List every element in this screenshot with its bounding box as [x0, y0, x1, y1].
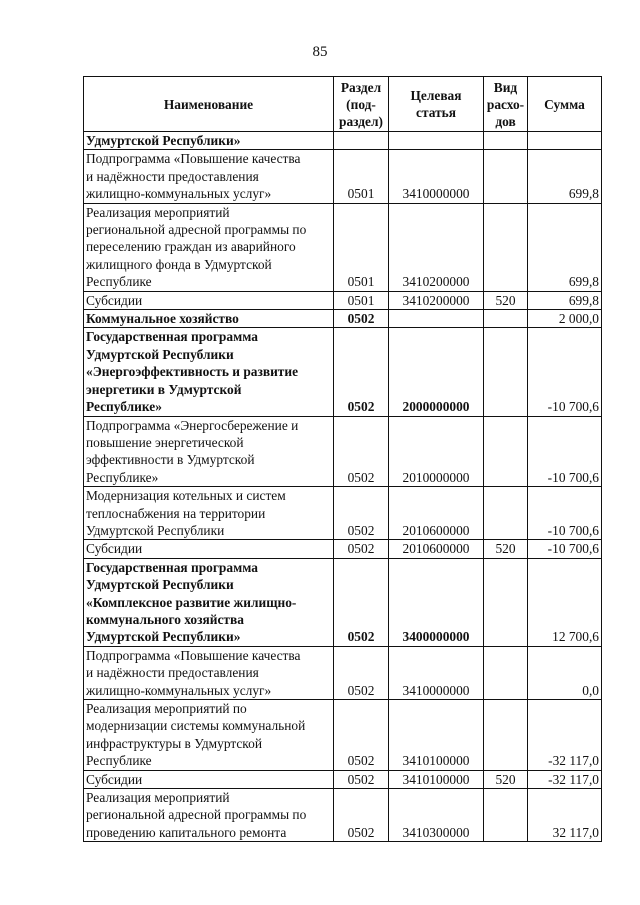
cell-sum [528, 770, 602, 788]
page-number: 85 [312, 44, 328, 60]
cell-name [84, 540, 334, 558]
cell-target [389, 203, 484, 291]
cell-target [389, 132, 484, 150]
table-header-row [84, 77, 602, 132]
cell-section-text: 0502 [347, 771, 375, 787]
cell-kind-text: 520 [495, 541, 516, 557]
cell-kind [484, 310, 528, 328]
cell-sum-text: -10 700,6 [547, 469, 599, 485]
cell-sum-text: -10 700,6 [547, 399, 599, 415]
cell-section-text: 0502 [347, 469, 375, 485]
cell-target-text: 3410300000 [402, 824, 470, 840]
cell-target-text: 3410000000 [402, 682, 470, 698]
cell-kind [484, 770, 528, 788]
cell-sum-text: 12 700,6 [552, 629, 599, 645]
cell-kind [484, 646, 528, 699]
cell-section [334, 789, 389, 842]
cell-name-text: Реализация мероприятий по модернизации системы коммунальной инфраструктуры в Удмуртской Республике [86, 701, 306, 769]
cell-sum [528, 487, 602, 540]
cell-name [84, 203, 334, 291]
cell-target-text: 2010600000 [402, 541, 470, 557]
cell-section [334, 291, 389, 309]
cell-section [334, 646, 389, 699]
cell-sum-text: 32 117,0 [552, 824, 599, 840]
cell-sum-text: 699,8 [568, 292, 599, 308]
header-kind: Вид расхо-дов [484, 77, 528, 132]
cell-sum-text: -10 700,6 [547, 541, 599, 557]
cell-section [334, 132, 389, 150]
cell-section-text: 0501 [347, 186, 375, 202]
cell-target [389, 770, 484, 788]
cell-section-text: 0502 [347, 824, 375, 840]
cell-name-text: Подпрограмма «Повышение качества и надёжности предоставления жилищно-коммунальных услуг» [86, 151, 301, 202]
cell-section-text: 0502 [347, 541, 375, 557]
cell-target-text: 3410200000 [402, 292, 470, 308]
cell-name-text: Коммунальное хозяйство [86, 311, 239, 327]
cell-sum [528, 310, 602, 328]
cell-sum-text: 699,8 [568, 186, 599, 202]
cell-sum-text: -32 117,0 [548, 753, 599, 769]
cell-kind [484, 416, 528, 487]
cell-name [84, 789, 334, 842]
cell-kind [484, 328, 528, 416]
header-name: Наименование [84, 77, 334, 132]
cell-section [334, 558, 389, 646]
cell-target [389, 487, 484, 540]
table-row [84, 487, 602, 540]
cell-target-text: 3410100000 [402, 753, 470, 769]
table-body [84, 132, 602, 842]
cell-section-text: 0501 [347, 274, 375, 290]
cell-name-text: Субсидии [86, 771, 143, 787]
cell-section [334, 416, 389, 487]
cell-sum [528, 416, 602, 487]
cell-kind [484, 487, 528, 540]
cell-target [389, 646, 484, 699]
cell-target [389, 558, 484, 646]
cell-section [334, 203, 389, 291]
cell-target-text: 3400000000 [402, 629, 470, 645]
cell-section [334, 540, 389, 558]
cell-sum-text: -32 117,0 [548, 771, 599, 787]
cell-name-text: Субсидии [86, 541, 143, 557]
cell-sum [528, 540, 602, 558]
cell-kind-text: 520 [495, 292, 516, 308]
cell-name [84, 487, 334, 540]
cell-target-text: 3410000000 [402, 186, 470, 202]
cell-sum [528, 700, 602, 771]
cell-name-text: Модернизация котельных и систем теплоснабжения на территории Удмуртской Республики [86, 488, 286, 538]
cell-sum [528, 328, 602, 416]
cell-target-text: 2010000000 [402, 469, 470, 485]
cell-kind [484, 540, 528, 558]
cell-section-text: 0502 [347, 682, 375, 698]
table-row [84, 203, 602, 291]
table-row [84, 770, 602, 788]
cell-name-text: Подпрограмма «Энергосбережение и повышение энергетической эффективности в Удмуртской Республике» [86, 417, 299, 485]
cell-sum-text: -10 700,6 [547, 522, 599, 538]
cell-target-text: 3410100000 [402, 771, 470, 787]
cell-name [84, 770, 334, 788]
cell-name [84, 310, 334, 328]
cell-sum-text: 699,8 [568, 274, 599, 290]
cell-kind [484, 789, 528, 842]
table-row [84, 700, 602, 771]
table-row [84, 132, 602, 150]
cell-sum [528, 789, 602, 842]
cell-sum [528, 558, 602, 646]
cell-kind [484, 203, 528, 291]
cell-sum-text: 0,0 [582, 682, 599, 698]
cell-section [334, 770, 389, 788]
cell-name-text: Удмуртской Республики» [86, 133, 241, 148]
cell-name [84, 416, 334, 487]
cell-section [334, 487, 389, 540]
cell-section-text: 0502 [347, 629, 375, 645]
table-row [84, 291, 602, 309]
table-row [84, 328, 602, 416]
table-row [84, 310, 602, 328]
table-row [84, 789, 602, 842]
table-row [84, 416, 602, 487]
cell-kind [484, 150, 528, 203]
cell-section-text: 0502 [347, 522, 375, 538]
cell-name-text: Подпрограмма «Повышение качества и надёжности предоставления жилищно-коммунальных услуг» [86, 647, 301, 698]
header-sum: Сумма [528, 77, 602, 132]
cell-section [334, 328, 389, 416]
cell-name [84, 700, 334, 771]
cell-name [84, 291, 334, 309]
cell-name [84, 328, 334, 416]
cell-sum-text: 2 000,0 [558, 311, 599, 327]
cell-target-text: 2010600000 [402, 522, 470, 538]
cell-target [389, 310, 484, 328]
cell-target-text: 2000000000 [402, 399, 470, 415]
cell-name-text: Государственная программа Удмуртской Республики «Энергоэффективность и развитие энергетики в Удмуртской Республике» [86, 329, 299, 415]
cell-sum [528, 646, 602, 699]
cell-sum [528, 203, 602, 291]
cell-name-text: Реализация мероприятий региональной адресной программы по проведению капитального ремонта [86, 790, 307, 840]
cell-name [84, 646, 334, 699]
cell-name-text: Реализация мероприятий региональной адресной программы по переселению граждан из аварийного жилищного фонда в Удмуртской Республике [86, 204, 307, 290]
table-row [84, 558, 602, 646]
cell-sum [528, 150, 602, 203]
table-row [84, 646, 602, 699]
cell-target [389, 150, 484, 203]
cell-sum [528, 132, 602, 150]
cell-section [334, 700, 389, 771]
cell-target [389, 291, 484, 309]
cell-name [84, 558, 334, 646]
cell-target [389, 540, 484, 558]
cell-target-text: 3410200000 [402, 274, 470, 290]
cell-target [389, 416, 484, 487]
cell-kind [484, 291, 528, 309]
cell-target [389, 700, 484, 771]
cell-section-text: 0502 [347, 753, 375, 769]
cell-section [334, 150, 389, 203]
cell-section-text: 0502 [347, 399, 375, 415]
cell-kind-text: 520 [495, 771, 516, 787]
cell-name [84, 150, 334, 203]
cell-name-text: Субсидии [86, 292, 143, 308]
cell-target [389, 328, 484, 416]
table-row [84, 150, 602, 203]
cell-kind [484, 700, 528, 771]
header-section: Раздел (под-раздел) [334, 77, 389, 132]
cell-target [389, 789, 484, 842]
cell-kind [484, 558, 528, 646]
cell-section [334, 310, 389, 328]
cell-section-text: 0502 [347, 311, 375, 327]
budget-table [83, 76, 602, 842]
cell-name [84, 132, 334, 150]
header-target: Целевая статья [389, 77, 484, 132]
table-row [84, 540, 602, 558]
cell-section-text: 0501 [347, 292, 375, 308]
cell-kind [484, 132, 528, 150]
cell-name-text: Государственная программа Удмуртской Республики «Комплексное развитие жилищно- коммунального хозяйства Удмуртской Республики» [86, 559, 297, 645]
cell-sum [528, 291, 602, 309]
